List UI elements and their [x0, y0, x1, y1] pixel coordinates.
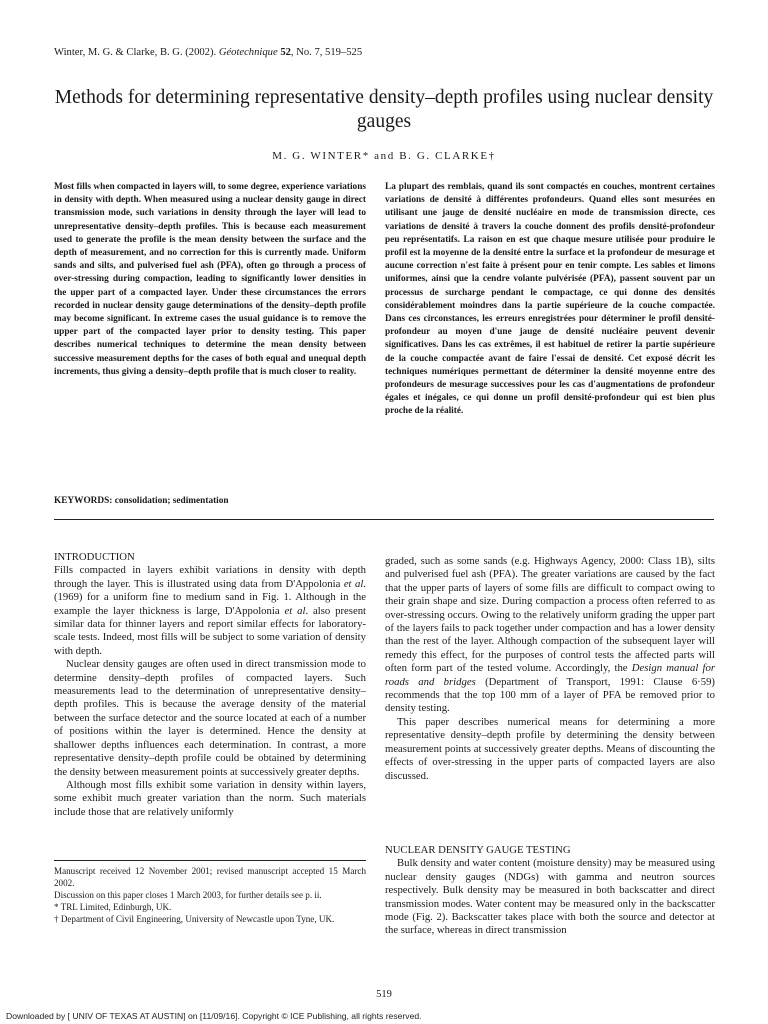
- footnote-divider: [54, 860, 366, 861]
- keywords: KEYWORDS: consolidation; sedimentation: [54, 496, 229, 506]
- abstract-english: Most fills when compacted in layers will, to some degree, experience variations in density with depth. When measured using a nuclear density gauge in direct transmission mode, such variations in density through the layer will lead to unrepresentative density–depth profiles. This is because each measurement used to generate the profile is the mean density between the surface and the depth of measurement, and no correction for this is currently made. Uniform sands and silts, and pulverised fuel ash (PFA), often go through a process of over-stressing during compaction, leading to significantly lower densities in the upper part of a compacted layer. Under these circumstances the errors recorded in nuclear density gauge determinations of the density–depth profile may become significant. In extreme cases the usual guidance is to remove the upper part of the compacted layer prior to density testing. This paper describes numerical techniques to determine the mean density between successive measurement depths for the cases of both equal and unequal depth increments, thus giving a density–depth profile that is much closer to reality.: [54, 182, 366, 377]
- citation-volume: 52: [280, 47, 291, 58]
- introduction-heading: INTRODUCTION: [54, 551, 135, 563]
- citation-authors: Winter, M. G. & Clarke, B. G. (2002).: [54, 47, 219, 58]
- paper-title: Methods for determining representative density–depth profiles using nuclear density gauges: [54, 87, 714, 132]
- section-divider: [54, 519, 714, 520]
- ndg-heading: NUCLEAR DENSITY GAUGE TESTING: [385, 844, 571, 856]
- ndg-paragraph-1: Bulk density and water content (moisture density) may be measured using nuclear density gauges (NDGs) with gamma and neutron sources respectively. Bulk density may be measured in both backscatter and direct transmission modes. Water content may be measured only in the backscatter mode (Fig. 2). Backscatter takes place with both the source and detector at the surface, whereas in direct transmission: [385, 857, 715, 937]
- right-p1-part-a: graded, such as some sands (e.g. Highways Agency, 2000: Class 1B), silts and pulverised fuel ash (PFA). The greater variations are caused by the fact that the upper parts of layers of some fills are difficult to compact owing to their grain shape and size. During compaction a process often referred to as over-stressing occurs. Owing to the relatively uniform grading the upper part of the layers fails to pack together under compaction and has a lower density than the rest of the layer. Although compaction of the subsequent layer will remedy this effect, for the purposes of control tests the affected parts will often form part of the tested volume. Accordingly, the: [385, 555, 715, 675]
- footnote-affiliation-2: † Department of Civil Engineering, University of Newcastle upon Tyne, UK.: [54, 914, 335, 924]
- intro-paragraph-1: [54, 564, 366, 658]
- journal-citation: [54, 47, 362, 58]
- footnote-affiliation-1: * TRL Limited, Edinburgh, UK.: [54, 902, 172, 912]
- intro-p1-part-a: Fills compacted in layers exhibit variations in density with depth through the layer. This is illustrated using data from D'Appolonia: [54, 564, 366, 590]
- right-p1-part-b: (Department of Transport, 1991: Clause 6·59) recommends that the top 100 mm of a layer of PFA be removed prior to density testing.: [385, 675, 715, 715]
- intro-paragraph-2: Nuclear density gauges are often used in direct transmission mode to determine density–depth profiles of compacted layers. Such measurements lead to the determination of unrepresentative density–depth profiles. This is because the average density of the material between the surface detector and the source located at each of a number of positions within the layer is determined. Hence the density at shallower depths influences each determination. In contrast, a more representative density–depth profile could be obtained by determining the density between measurement points at successively greater depths.: [54, 658, 366, 778]
- citation-journal: Géotechnique: [218, 47, 278, 58]
- intro-p1-etal-2: et al: [284, 604, 306, 617]
- ndg-section: [385, 844, 715, 938]
- author-line: M. G. WINTER* and B. G. CLARKE†: [272, 150, 496, 162]
- citation-rest: , No. 7, 519–525: [290, 47, 363, 58]
- right-p1-manual-title: Design manual for roads and bridges: [385, 662, 716, 688]
- intro-p1-etal-1: et al.: [343, 577, 366, 590]
- right-paragraph-2: This paper describes numerical means for determining a more representative density–depth profile by determining the density between measurement points at successively greater depths. Means of discounting the effects of over-stressing in the upper parts of compacted layers are also discussed.: [385, 715, 715, 782]
- intro-p1-part-c: . also present similar data for thinner layers and report similar effects for laboratory-scale tests. Indeed, most fills will be subject to some variation of density with depth.: [54, 604, 367, 657]
- right-column-top: [385, 555, 715, 783]
- intro-paragraph-3: Although most fills exhibit some variation in density within layers, some exhibit much greater variation than the norm. Such materials include those that are relatively uniformly: [54, 778, 366, 818]
- footnotes: [54, 865, 366, 925]
- intro-p1-part-b: (1969) for a uniform fine to medium sand in Fig. 1. Although in the example the layer thickness is large, D'Appolonia: [54, 591, 366, 617]
- abstract-french: La plupart des remblais, quand ils sont compactés en couches, montrent certaines variations de densité à différentes profondeurs. Quand elles sont mesurées en utilisant une jauge de densité nucléaire en mode de transmission directe, ces variations de densité à travers la couche donnent des profils densité-profondeur peu représentatifs. La raison en est que chaque mesure utilisée pour produire le profil est la moyenne de la densité entre la surface et la profondeur de mesurage et aucune correction n'est faite à présent pour en tenir compte. Les sables et limons uniformes, ainsi que la cendre volante pulvérisée (PFA), passent souvent par un processus de surcharge pendant le compactage, ce qui donne des densités considérablement moindres dans la partie supérieure de la couche compactée. Dans ces circonstances, les erreurs enregistrées pour déterminer le profil densité-profondeur au moyen d'une jauge de densité nucléaire peuvent devenir significatives. Dans les cas extrêmes, il est habituel de retirer la partie supérieure de la couche compactée avant de faire l'essai de densité. Cet exposé décrit les techniques numériques permettant de déterminer la densité moyenne entre des profondeurs de mesurage successives pour les cas d'augmentations de profondeur égales et inégales, ce qui donne un profil densité-profondeur qui est bien plus proche de la réalité.: [385, 182, 715, 417]
- download-notice: Downloaded by [ UNIV OF TEXAS AT AUSTIN] on [11/09/16]. Copyright © ICE Publishing, all rights reserved.: [6, 1011, 422, 1021]
- right-paragraph-1: [385, 555, 715, 716]
- page-number: 519: [376, 989, 392, 1000]
- introduction-column: [54, 551, 366, 819]
- footnote-discussion: Discussion on this paper closes 1 March 2003, for further details see p. ii.: [54, 890, 322, 900]
- footnote-received: Manuscript received 12 November 2001; revised manuscript accepted 15 March 2002.: [54, 866, 366, 888]
